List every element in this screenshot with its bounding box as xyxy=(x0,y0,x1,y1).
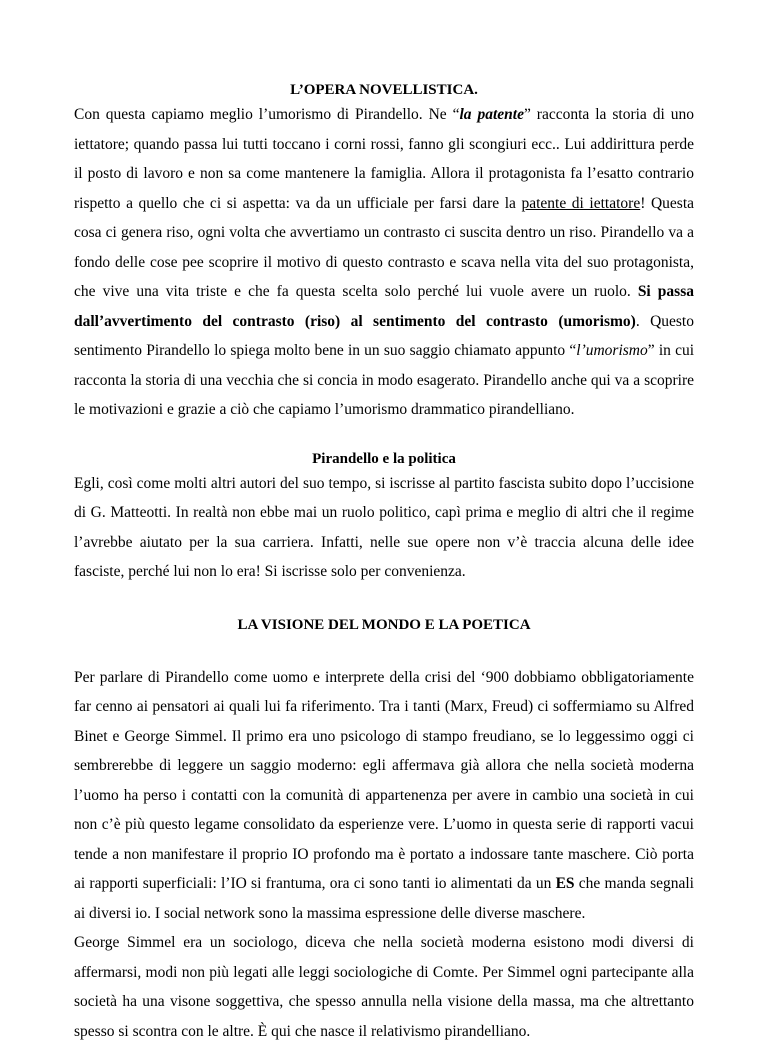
bold-contrasto-sentence: Si passa dall’avvertimento del contrasto (riso) al sentimento del contrasto (umorismo) xyxy=(74,283,694,330)
bold-es: ES xyxy=(555,875,575,892)
text-run: che manda segnali ai diversi io. I social network sono la massima espressione delle diverse maschere. xyxy=(74,875,694,922)
italic-umorismo: l’umorismo xyxy=(576,342,648,359)
spacer xyxy=(74,635,694,663)
text-run: ” in cui racconta la storia di una vecchia che si concia in modo esagerato. Pirandello anche qui va a scoprire le motivazioni e grazie a ciò che capiamo l’umorismo drammatico pirandelliano. xyxy=(74,342,694,418)
section-title-opera-novellistica: L’OPERA NOVELLISTICA. xyxy=(290,82,478,98)
paragraph-binet-simmel xyxy=(74,663,694,929)
underlined-patente-di-iettatore: patente di iettatore xyxy=(521,194,641,212)
paragraph-pirandello-politica: Egli, così come molti altri autori del suo tempo, si iscrisse al partito fascista subito dopo l’uccisione di G. Matteotti. In realtà non ebbe mai un ruolo politico, capì prima e meglio di altri che il regime l’avrebbe aiutato per la sua carriera. Infatti, nelle sue opere non v’è traccia alcuna delle idee fasciste, perché lui non lo era! Si iscrisse solo per convenienza. xyxy=(74,474,694,580)
section-title-pirandello-politica: Pirandello e la politica xyxy=(312,450,456,467)
text-run: Per parlare di Pirandello come uomo e interprete della crisi del ‘900 dobbiamo obbligatoriamente far cenno ai pensatori ai quali lui fa riferimento. Tra i tanti (Marx, Freud) ci soffermiamo su Alfred Binet e George Simmel. Il primo era uno psicologo di stampo freudiano, se lo leggessimo oggi ci sembrerebbe di leggere un saggio moderno: egli affermava già allora che nella società moderna l’uomo ha perso i contatti con la comunità di appartenenza per avere in cambio una società in cui non c’è più questo legame consolidato da esperienze vere. L’uomo in questa serie di rapporti vacui tende a non manifestare il proprio IO profondo ma è portato a indossare tante maschere. Ciò porta ai rapporti superficiali: l’IO si frantuma, ora ci sono tanti io alimentati da un xyxy=(74,668,694,892)
paragraph-simmel: George Simmel era un sociologo, diceva che nella società moderna esistono modi diversi di affermarsi, modi non più legati alle leggi sociologiche di Comte. Per Simmel ogni partecipante alla società ha una visone soggettiva, che spesso annulla nella visione della massa, ma che altrettanto spesso si scontra con le altre. È qui che nasce il relativismo pirandelliano. xyxy=(74,934,694,1040)
section-title-visione-del-mondo: LA VISIONE DEL MONDO E LA POETICA xyxy=(237,616,531,633)
text-run: ” racconta la storia di uno iettatore; quando passa lui tutti toccano i corni rossi, fanno gli scongiuri ecc.. Lui addirittura perde il posto di lavoro e non sa come mantenere la famiglia. Allora il protagonista fa l’esatto contrario rispetto a quello che ci si aspetta: va da un ufficiale per farsi dare la xyxy=(74,106,694,212)
text-run: . Questo sentimento Pirandello lo spiega molto bene in un suo saggio chiamato appunto “ xyxy=(74,312,694,359)
document-page xyxy=(74,80,694,1046)
paragraph-opera-novellistica xyxy=(74,100,694,425)
text-run: Con questa capiamo meglio l’umorismo di Pirandello. Ne “ xyxy=(74,106,460,123)
text-run: ! Questa cosa ci genera riso, ogni volta che avvertiamo un contrasto ci suscita dentro un riso. Pirandello va a fondo delle cose pee scoprire il motivo di questo contrasto e scava nella vita del suo protagonista, che vive una vita triste e che fa questa scelta solo perché lui vuole avere un ruolo. xyxy=(74,194,694,300)
emphasis-la-patente: la patente xyxy=(459,106,524,123)
